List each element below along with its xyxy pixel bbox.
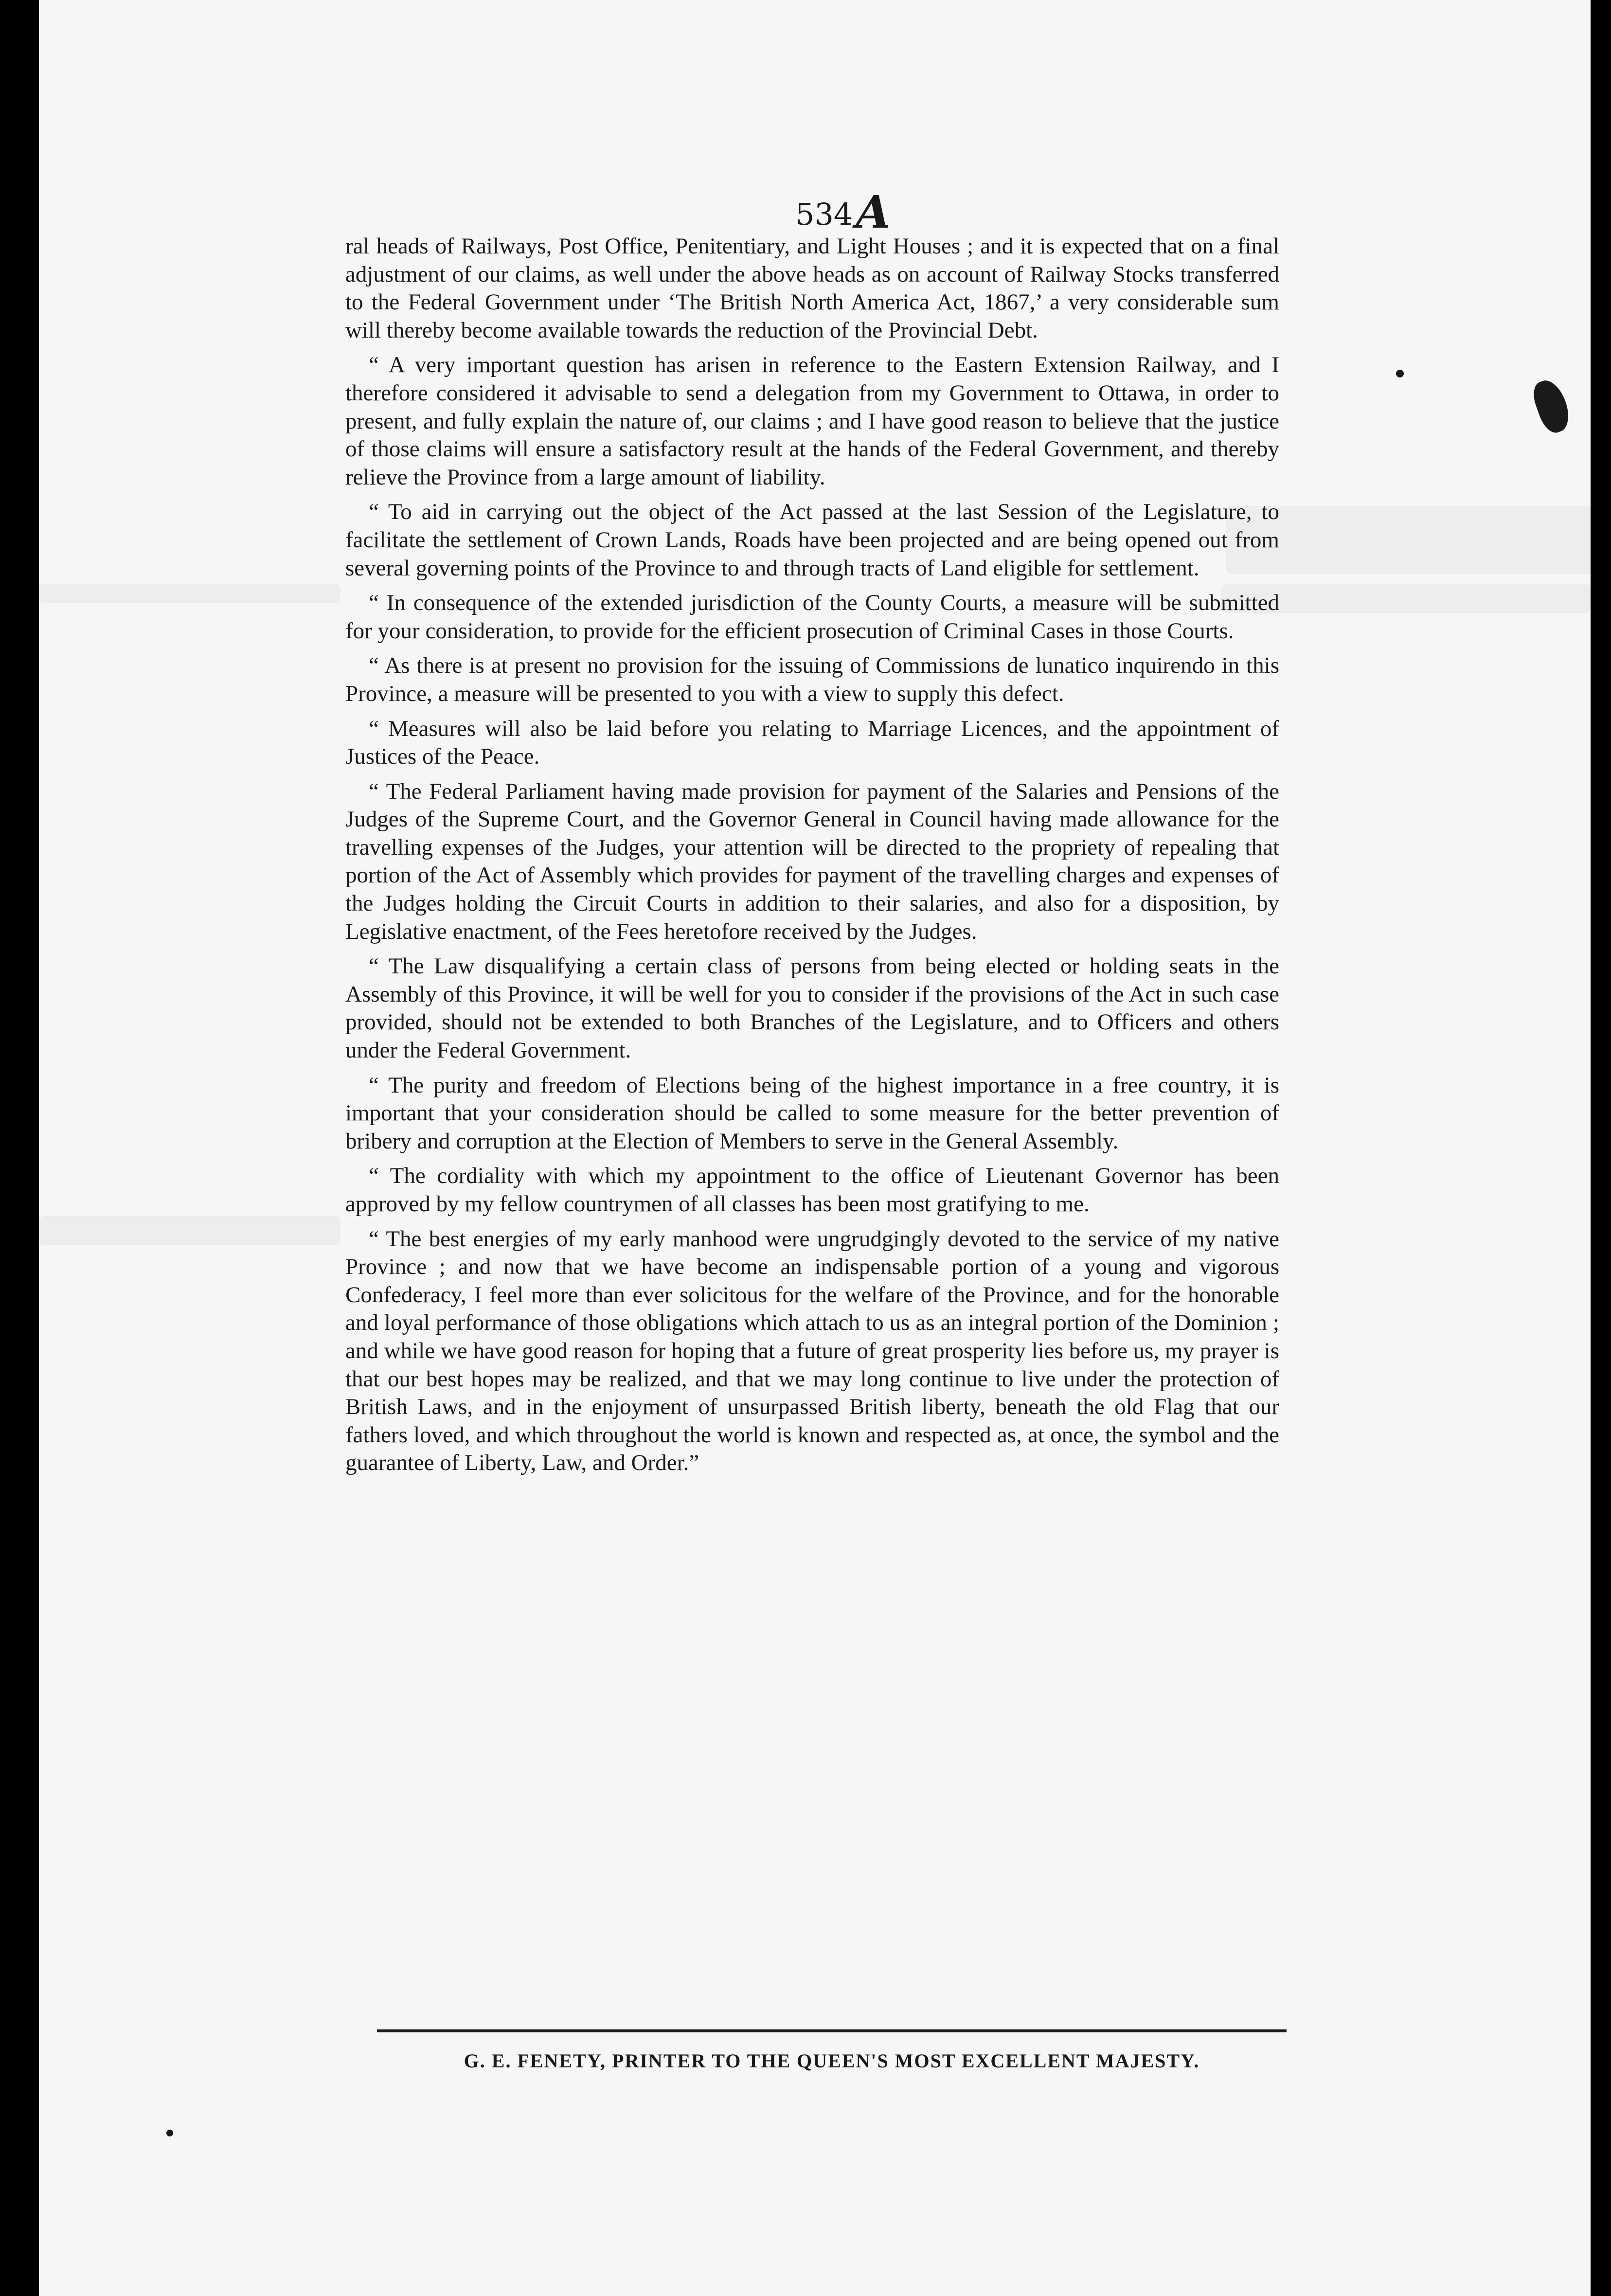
paragraph: “ To aid in carrying out the object of the Act passed at the last Session of the Legislature, to facilitate the settlement of Crown Lands, Roads have been projected and are being opened out from several governing points of the Province to and through tracts of Land eligible for settlement.: [345, 499, 1279, 581]
ink-spot: [166, 2130, 173, 2136]
printer-imprint: G. E. FENETY, PRINTER TO THE QUEEN'S MOST EXCELLENT MAJESTY.: [464, 2050, 1200, 2072]
page-number-value: 534: [795, 197, 853, 232]
ink-spot: [1396, 370, 1404, 377]
paragraph: “ A very important question has arisen in reference to the Eastern Extension Railway, and I therefore considered it advisable to send a delegation from my Government to Ottawa, in order to present, and fully explain the nature of, our claims ; and I have good reason to believe that the justice of those claims will ensure a satisfactory result at the hands of the Federal Government, and thereby relieve the Province from a large amount of liability.: [345, 352, 1279, 490]
page-number: [795, 186, 891, 238]
paragraph: “ The cordiality with which my appointment to the office of Lieutenant Governor has been approved by my fellow countrymen of all classes has been most gratifying to me.: [345, 1163, 1279, 1217]
paragraph: “ The best energies of my early manhood were ungrudgingly devoted to the service of my native Province ; and now that we have become an indispensable portion of a young and vigorous Confederacy, I feel more than ever solicitous for the welfare of the Province, and for the honorable and loyal performance of those obligations which attach to us as an integral portion of the Dominion ; and while we have good reason for hoping that a future of great prosperity lies before us, my prayer is that our best hopes may be realized, and that we may long continue to live under the protection of British Laws, and in the enjoyment of unsurpassed British liberty, beneath the old Flag that our fathers loved, and which throughout the world is known and respected as, at once, the symbol and the guarantee of Liberty, Law, and Order.”: [345, 1226, 1279, 1476]
paragraph: “ The Law disqualifying a certain class of persons from being elected or holding seats in the Assembly of this Province, it will be well for you to consider if the provisions of the Act in such case provided, should not be extended to both Branches of the Legislature, and to Officers and others under the Federal Government.: [345, 953, 1279, 1063]
paragraph: “ Measures will also be laid before you relating to Marriage Licences, and the appointment of Justices of the Peace.: [345, 716, 1279, 770]
handwritten-page-suffix: A: [856, 186, 891, 238]
paragraph: “ As there is at present no provision for the issuing of Commissions de lunatico inquirendo in this Province, a measure will be presented to you with a view to supply this defect.: [345, 653, 1279, 706]
paragraph: “ The Federal Parliament having made provision for payment of the Salaries and Pensions of the Judges of the Supreme Court, and the Governor General in Council having made allowance for the travelling expenses of the Judges, your attention will be directed to the propriety of repealing that portion of the Act of Assembly which provides for payment of the travelling charges and expenses of the Judges holding the Circuit Courts in addition to their salaries, and also for a disposition, by Legislative enactment, of the Fees heretofore received by the Judges.: [345, 778, 1279, 944]
paragraph: “ The purity and freedom of Elections being of the highest importance in a free country, it is important that your consideration should be called to some measure for the better prevention of bribery and corruption at the Election of Members to serve in the General Assembly.: [345, 1072, 1279, 1154]
paragraph: ral heads of Railways, Post Office, Penitentiary, and Light Houses ; and it is expected that on a final adjustment of our claims, as well under the above heads as on account of Railway Stocks transferred to the Federal Government under ‘The British North America Act, 1867,’ a very considerable sum will thereby become available towards the reduction of the Provincial Debt.: [345, 233, 1279, 343]
document-page: [39, 0, 1591, 2296]
paragraph: “ In consequence of the extended jurisdiction of the County Courts, a measure will be submitted for your consideration, to provide for the efficient prosecution of Criminal Cases in those Courts.: [345, 590, 1279, 644]
document-body: [345, 233, 1279, 1484]
footer-rule: [377, 2029, 1287, 2032]
